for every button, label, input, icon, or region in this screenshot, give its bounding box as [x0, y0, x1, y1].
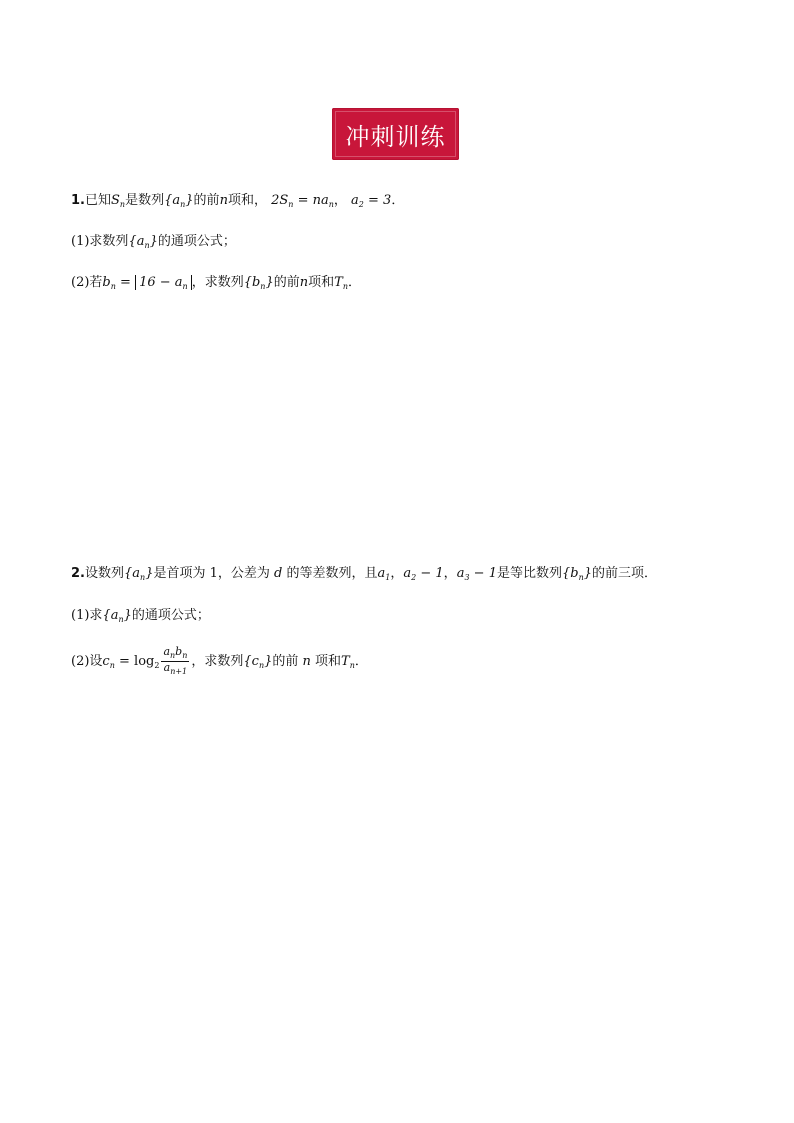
q1-abs-expr: $16 - a_n$ [135, 275, 192, 290]
q1-condition-1: $2S_n = na_n$ [271, 193, 334, 209]
q1-condition-2: $a_2 = 3$ [351, 193, 392, 209]
q2-part-1: (1)求$\{a_n\}$的通项公式； [71, 608, 210, 624]
q2-part-2: (2)设$c_n = \log_2$ $\frac{a_nb_n}{a_{n+1}}$ ，求数列$\{c_n\}$的前 n 项和$T_n$． [71, 645, 368, 676]
section-banner [332, 108, 459, 160]
q1-part-2: (2)若$b_n = 16 - a_n$ ，求数列$\{b_n\}$的前n项和$T_n$． [71, 275, 361, 291]
q1-stem: 1.已知$S_n$是数列$\{a_n\}$的前n项和， $2S_n = na_n$， $a_2 = 3$． [71, 193, 405, 209]
q2-fraction: $\frac{a_nb_n}{a_{n+1}}$ [163, 645, 188, 676]
banner-title: 冲刺训练 [345, 122, 446, 151]
q2-stem: 2.设数列$\{a_n\}$是首项为 1，公差为 d 的等差数列，且$a_1$，$a_2 - 1$，$a_3 - 1$是等比数列$\{b_n\}$的前三项． [71, 566, 658, 582]
q1-number: 1. [71, 193, 85, 208]
q2-number: 2. [71, 566, 85, 581]
q1-part-1: (1)求数列$\{a_n\}$的通项公式； [71, 234, 236, 250]
